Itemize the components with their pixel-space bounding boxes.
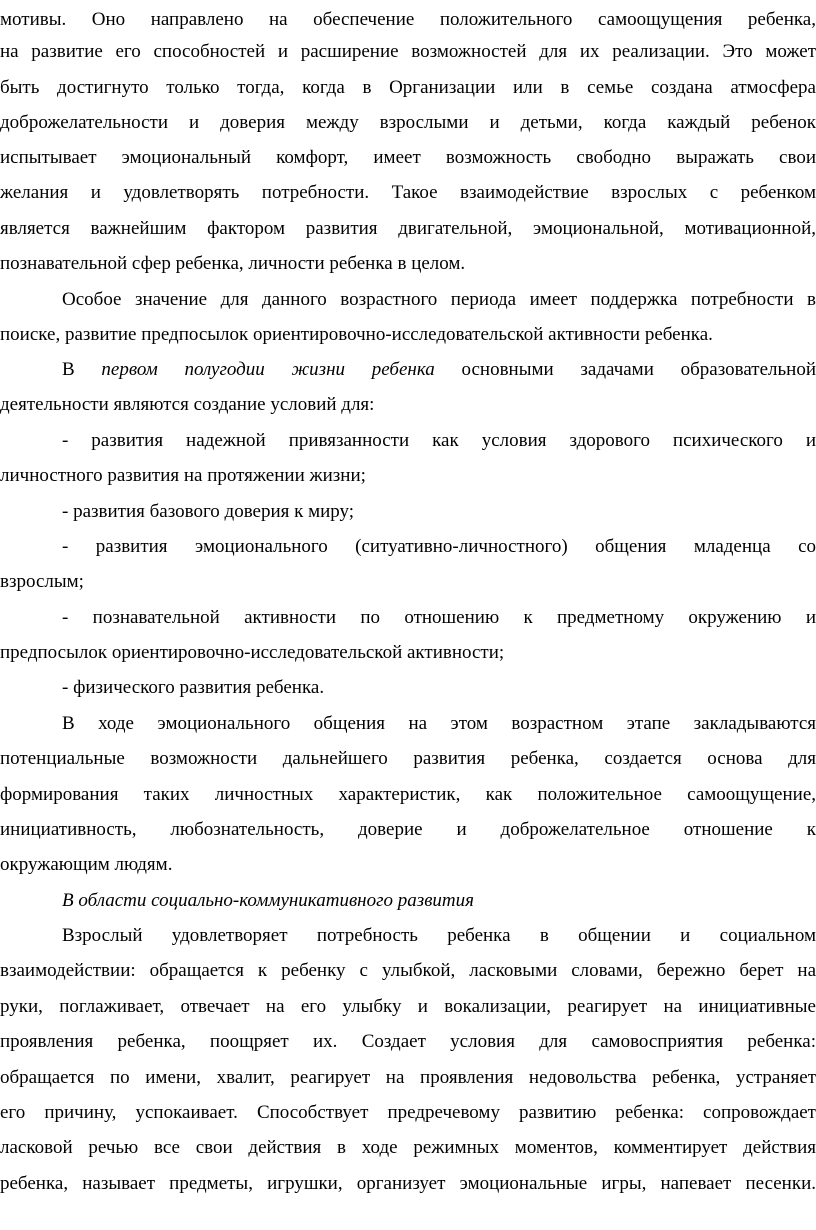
list-item: - развития базового доверия к миру;: [62, 501, 355, 522]
section-heading: В области социально-коммуникативного развития: [62, 890, 474, 911]
text-line: личностного развития на протяжении жизни;: [0, 465, 366, 486]
text-line: инициативность, любознательность, доверие и доброжелательное отношение к: [0, 819, 816, 840]
list-item: - развития эмоционального (ситуативно-личностного) общения младенца со: [62, 536, 816, 557]
italic-emphasis: первом полугодии жизни ребенка: [101, 359, 435, 380]
paragraph-first-line: Особое значение для данного возрастного периода имеет поддержка потребности в: [62, 289, 816, 310]
text-line: ребенка, называет предметы, игрушки, организует эмоциональные игры, напевает песенки.: [0, 1173, 816, 1194]
paragraph-first-line: В ходе эмоционального общения на этом возрастном этапе закладываются: [62, 713, 816, 734]
text-line: его причину, успокаивает. Способствует предречевому развитию ребенка: сопровождает: [0, 1102, 816, 1123]
text-line: взрослым;: [0, 571, 84, 592]
text-line: формирования таких личностных характеристик, как положительное самоощущение,: [0, 784, 816, 805]
text-run: В: [62, 359, 102, 380]
text-line: обращается по имени, хвалит, реагирует на проявления недовольства ребенка, устраняет: [0, 1067, 816, 1088]
list-item: - познавательной активности по отношению к предметному окружению и: [62, 607, 816, 628]
text-run: основными задачами образовательной: [434, 359, 816, 380]
text-line: желания и удовлетворять потребности. Такое взаимодействие взрослых с ребенком: [0, 182, 816, 203]
text-line: является важнейшим фактором развития двигательной, эмоциональной, мотивационной,: [0, 218, 816, 239]
text-line: потенциальные возможности дальнейшего развития ребенка, создается основа для: [0, 748, 816, 769]
text-line: поиске, развитие предпосылок ориентировочно-исследовательской активности ребенка.: [0, 324, 713, 345]
list-item: - физического развития ребенка.: [62, 677, 325, 698]
text-line: познавательной сфер ребенка, личности ребенка в целом.: [0, 253, 466, 274]
text-line: проявления ребенка, поощряет их. Создает условия для самовосприятия ребенка:: [0, 1031, 816, 1052]
paragraph-first-line: [62, 352, 816, 388]
text-line: доброжелательности и доверия между взрослыми и детьми, когда каждый ребенок: [0, 112, 816, 133]
text-line: мотивы. Оно направлено на обеспечение положительного самоощущения ребенка,: [0, 9, 816, 30]
text-line: на развитие его способностей и расширение возможностей для их реализации. Это может: [0, 41, 816, 62]
list-item: - развития надежной привязанности как условия здорового психического и: [62, 430, 816, 451]
text-line: руки, поглаживает, отвечает на его улыбку и вокализации, реагирует на инициативные: [0, 996, 816, 1017]
text-line: испытывает эмоциональный комфорт, имеет возможность свободно выражать свои: [0, 147, 816, 168]
text-line: деятельности являются создание условий для:: [0, 394, 375, 415]
text-line: предпосылок ориентировочно-исследовательской активности;: [0, 642, 505, 663]
paragraph-first-line: Взрослый удовлетворяет потребность ребенка в общении и социальном: [62, 925, 816, 946]
text-line: взаимодействии: обращается к ребенку с улыбкой, ласковыми словами, бережно берет на: [0, 960, 816, 981]
text-line: быть достигнуто только тогда, когда в Организации или в семье создана атмосфера: [0, 77, 816, 98]
text-line: окружающим людям.: [0, 854, 173, 875]
text-line: ласковой речью все свои действия в ходе режимных моментов, комментирует действия: [0, 1137, 816, 1158]
